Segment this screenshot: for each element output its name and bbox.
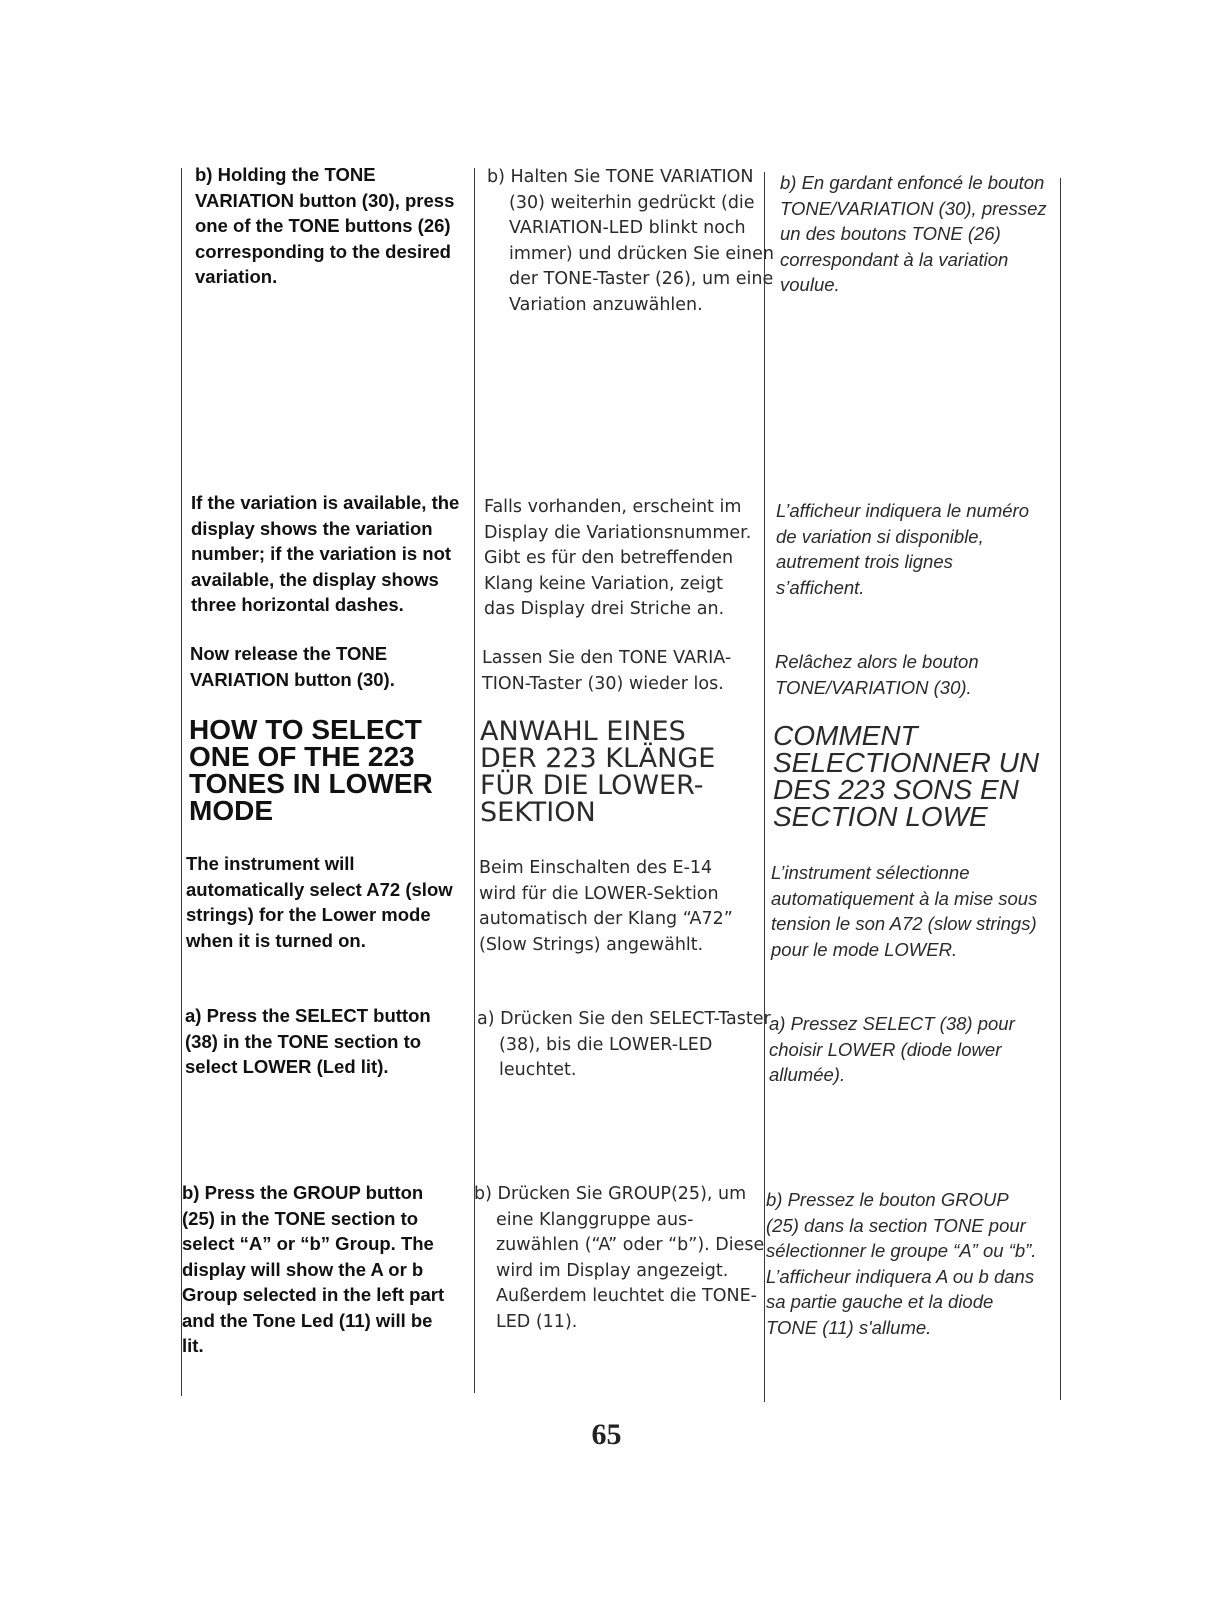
en-variation-available: If the variation is available, the display shows the variation number; if the variation is not available, the display shows three horizontal dashes. [191, 492, 460, 615]
fr-variation-available: L’afficheur indiquera le numéro de variation si disponible, autrement trois lignes s’affichent. [776, 500, 1029, 598]
de-release-button: Lassen Sie den TONE VARIA-TION-Taster (30) wieder los. [482, 648, 732, 694]
en-holding-step-b: b) Holding the TONE VARIATION button (30), press one of the TONE buttons (26) corresponding to the desired variation. [195, 164, 455, 287]
fr-section-heading: COMMENT SELECTIONNER UN DES 223 SONS EN SECTION LOWE [773, 720, 1040, 832]
de-section-heading: ANWAHL EINES DER 223 KLÄNGE FÜR DIE LOWER-SEKTION [480, 716, 716, 828]
fr-step-b: b) Pressez le bouton GROUP (25) dans la section TONE pour sélectionner le groupe “A” ou “b”. L’afficheur indiquera A ou b dans sa partie gauche et la diode TONE (11) s'allume. [766, 1189, 1037, 1338]
column-rule-right [1060, 178, 1061, 1400]
de-holding-step-b: b) Halten Sie TONE VARIATION (30) weiterhin gedrückt (die VARIATION-LED blinkt noch immer) und drücken Sie einen der TONE-Taster (26), um eine Variation anzuwählen. [487, 167, 774, 315]
fr-holding-step-b: b) En gardant enfoncé le bouton TONE/VARIATION (30), pressez un des boutons TONE (26) correspondant à la variation voulue. [780, 172, 1047, 295]
de-step-a: a) Drücken Sie den SELECT-Taster (38), bis die LOWER-LED leuchtet. [477, 1009, 771, 1080]
page-number: 65 [591, 1418, 622, 1451]
en-release-button: Now release the TONE VARIATION button (30). [190, 643, 395, 690]
en-section-heading: HOW TO SELECT ONE OF THE 223 TONES IN LOWER MODE [189, 714, 433, 826]
fr-step-a: a) Pressez SELECT (38) pour choisir LOWER (diode lower allumée). [769, 1013, 1015, 1085]
de-auto-select: Beim Einschalten des E-14 wird für die LOWER-Sektion automatisch der Klang “A72” (Slow Strings) angewählt. [479, 858, 733, 955]
en-step-b: b) Press the GROUP button (25) in the TONE section to select “A” or “b” Group. The display will show the A or b Group selected in the left part and the Tone Led (11) will be lit. [182, 1182, 445, 1356]
de-step-b: b) Drücken Sie GROUP(25), um eine Klanggruppe aus-zuwählen (“A” oder “b”). Diese wird im Display angezeigt. Außerdem leuchtet die TONE-LED (11). [474, 1184, 765, 1332]
en-auto-select: The instrument will automatically select A72 (slow strings) for the Lower mode when it is turned on. [186, 853, 453, 951]
fr-release-button: Relâchez alors le bouton TONE/VARIATION (30). [775, 651, 979, 698]
fr-auto-select: L’instrument sélectionne automatiquement à la mise sous tension le son A72 (slow strings) pour le mode LOWER. [771, 862, 1038, 960]
en-step-a: a) Press the SELECT button (38) in the TONE section to select LOWER (Led lit). [185, 1005, 431, 1077]
de-variation-available: Falls vorhanden, erscheint im Display die Variationsnummer. Gibt es für den betreffenden Klang keine Variation, zeigt das Display drei Striche an. [484, 497, 752, 619]
